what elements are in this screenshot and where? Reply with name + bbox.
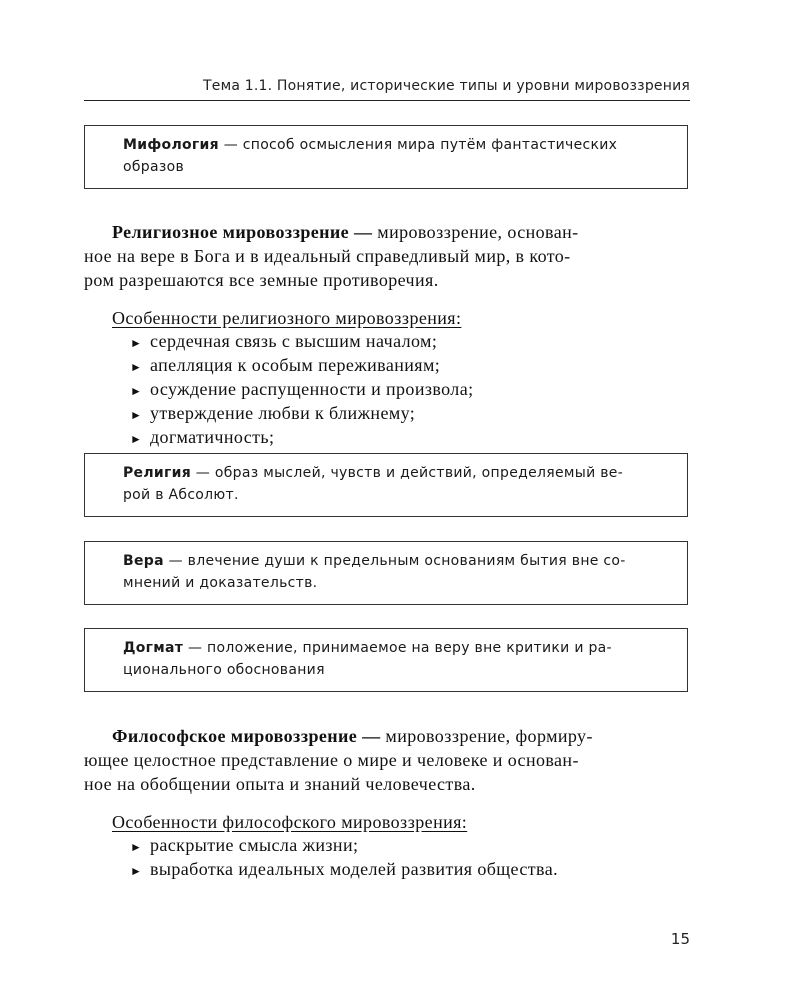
definition-text-continued: ционального обоснования [123, 662, 325, 678]
philosophical-features-title: Особенности философского мировоззрения: [112, 812, 468, 832]
definition-box-faith [84, 541, 688, 605]
running-header: Тема 1.1. Понятие, исторические типы и уровни мировоззрения [84, 78, 690, 101]
list-item: ► раскрытие смысла жизни; [130, 834, 558, 858]
bullet-arrow-icon: ► [130, 384, 143, 398]
bullet-arrow-icon: ► [130, 432, 143, 446]
paragraph-lead-term: Философское мировоззрение — [112, 726, 381, 746]
paragraph-line: ром разрешаются все земные противоречия. [84, 270, 439, 290]
bullet-arrow-icon: ► [130, 864, 143, 878]
paragraph-lead-term: Религиозное мировоззрение — [112, 222, 373, 242]
definition-box-mythology [84, 125, 688, 189]
paragraph-line: ное на вере в Бога и в идеальный справедливый мир, в кото- [84, 246, 571, 266]
list-item: ► выработка идеальных моделей развития общества. [130, 858, 558, 882]
list-item: ► апелляция к особым переживаниям; [130, 354, 474, 378]
definition-text: — положение, принимаемое на веру вне критики и ра- [183, 640, 612, 656]
philosophical-worldview-paragraph [84, 724, 690, 796]
bullet-arrow-icon: ► [130, 408, 143, 422]
bullet-arrow-icon: ► [130, 840, 143, 854]
definition-text-continued: рой в Абсолют. [123, 487, 239, 503]
definition-text: — способ осмысления мира путём фантастических [218, 137, 618, 153]
paragraph-line: мировоззрение, формиру- [380, 726, 593, 746]
paragraph-line: ное на обобщении опыта и знаний человечества. [84, 774, 476, 794]
list-item: ► догматичность; [130, 426, 474, 450]
definition-text: — влечение души к предельным основаниям бытия вне со- [163, 553, 626, 569]
definition-text-continued: образов [123, 159, 185, 175]
bullet-arrow-icon: ► [130, 360, 143, 374]
religious-features-title: Особенности религиозного мировоззрения: [112, 308, 462, 328]
definition-term: Религия [123, 465, 192, 481]
definition-term: Мифология [123, 137, 219, 153]
religious-worldview-paragraph [84, 220, 690, 292]
definition-box-dogma [84, 628, 688, 692]
list-item: ► осуждение распущенности и произвола; [130, 378, 474, 402]
definition-text-continued: мнений и доказательств. [123, 575, 318, 591]
definition-term: Догмат [123, 640, 184, 656]
list-item: ► сердечная связь с высшим началом; [130, 330, 474, 354]
page-number: 15 [670, 930, 690, 948]
definition-box-religion [84, 453, 688, 517]
definition-term: Вера [123, 553, 164, 569]
definition-text: — образ мыслей, чувств и действий, определяемый ве- [191, 465, 624, 481]
list-item: ► утверждение любви к ближнему; [130, 402, 474, 426]
bullet-arrow-icon: ► [130, 336, 143, 350]
paragraph-line: мировоззрение, основан- [372, 222, 579, 242]
paragraph-line: ющее целостное представление о мире и человеке и основан- [84, 750, 579, 770]
philosophical-features-list [130, 834, 558, 882]
religious-features-list [130, 330, 474, 450]
